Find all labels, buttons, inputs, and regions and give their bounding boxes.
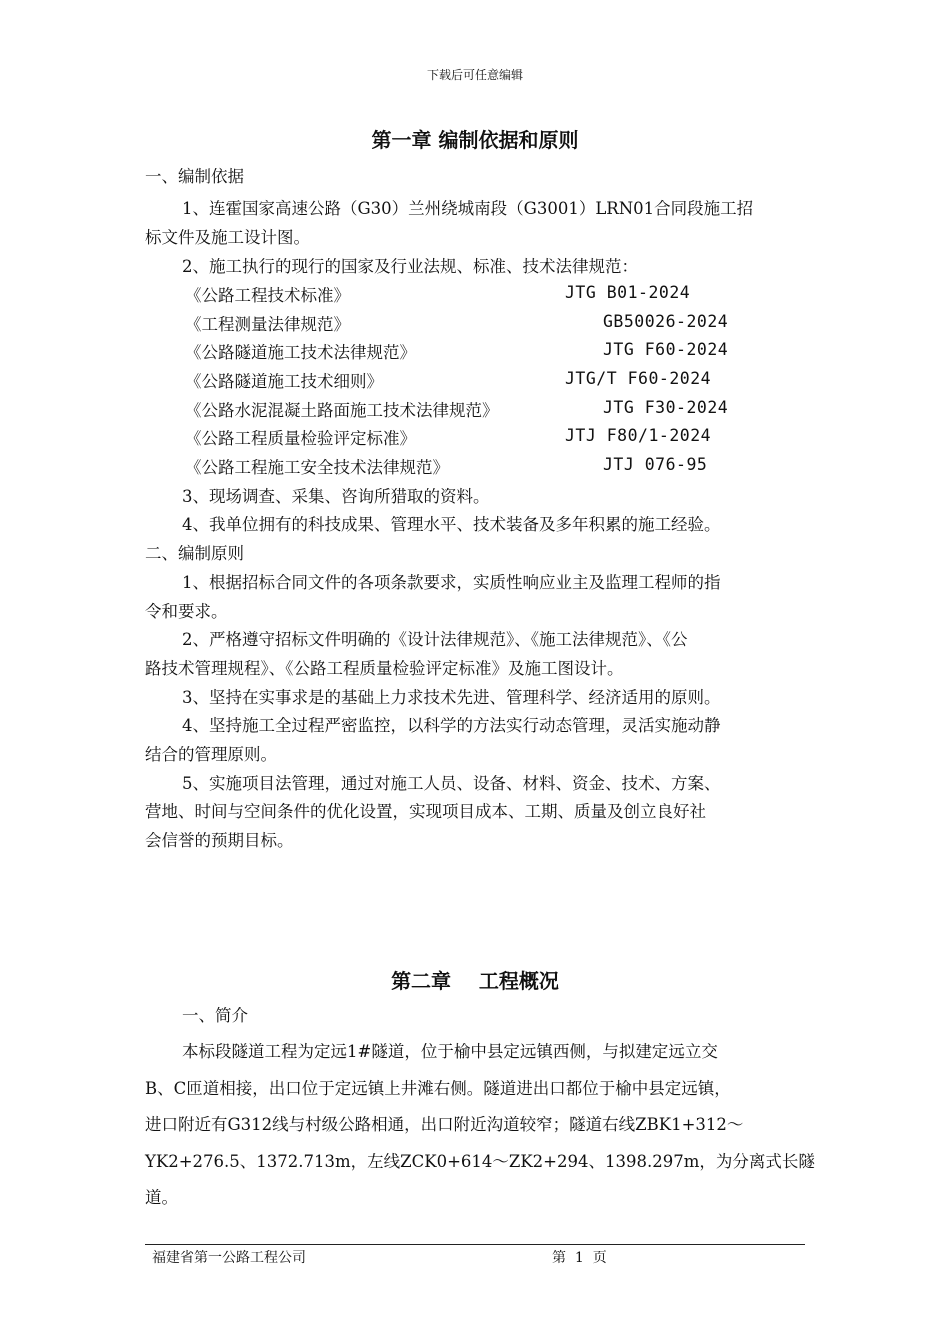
footer-divider	[145, 1244, 805, 1245]
paragraph-line: 3、现场调查、采集、咨询所猎取的资料。	[182, 487, 490, 506]
standard-name: 《公路隧道施工技术法律规范》	[185, 343, 416, 362]
footer-company: 福建省第一公路工程公司	[152, 1250, 306, 1266]
standard-name: 《公路隧道施工技术细则》	[185, 372, 383, 391]
paragraph-line: B、C匝道相接，出口位于定远镇上井滩右侧。隧道进出口都位于榆中县定远镇，	[145, 1079, 731, 1098]
standard-name: 《工程测量法律规范》	[185, 315, 350, 334]
paragraph-line: 标文件及施工设计图。	[145, 228, 310, 247]
paragraph-line: 营地、时间与空间条件的优化设置，实现项目成本、工期、质量及创立良好社	[145, 802, 706, 821]
header-note: 下载后可任意编辑	[426, 68, 523, 82]
standard-code: JTG B01-2024	[565, 283, 691, 302]
paragraph-line: 路技术管理规程》、《公路工程质量检验评定标准》及施工图设计。	[145, 659, 624, 678]
standard-name: 《公路水泥混凝土路面施工技术法律规范》	[185, 401, 499, 420]
chapter2-title: 第二章 工程概况	[391, 969, 559, 993]
standard-code: GB50026-2024	[603, 312, 729, 331]
standard-code: JTG/T F60-2024	[565, 369, 712, 388]
paragraph-line: 2、严格遵守招标文件明确的《设计法律规范》、《施工法律规范》、《公	[182, 630, 688, 649]
paragraph-line: 本标段隧道工程为定远1#隧道，位于榆中县定远镇西侧，与拟建定远立交	[182, 1042, 718, 1061]
paragraph-line: 3、坚持在实事求是的基础上力求技术先进、管理科学、经济适用的原则。	[182, 688, 721, 707]
paragraph-line: YK2+276.5、1372.713m，左线ZCK0+614～ZK2+294、1398.297m，为分离式长隧	[145, 1152, 815, 1171]
paragraph-line: 4、我单位拥有的科技成果、管理水平、技术装备及多年积累的施工经验。	[182, 515, 721, 534]
standard-code: JTG F30-2024	[603, 398, 729, 417]
paragraph-line: 会信誉的预期目标。	[145, 831, 294, 850]
standard-name: 《公路工程技术标准》	[185, 286, 350, 305]
section-heading: 二、编制原则	[145, 544, 244, 563]
chapter1-title: 第一章 编制依据和原则	[371, 128, 579, 152]
paragraph-line: 道。	[145, 1188, 178, 1207]
paragraph-line: 令和要求。	[145, 602, 228, 621]
paragraph-line: 4、坚持施工全过程严密监控，以科学的方法实行动态管理，灵活实施动静	[182, 716, 721, 735]
footer-page-number: 第 1 页	[552, 1250, 607, 1266]
paragraph-line: 结合的管理原则。	[145, 745, 277, 764]
standard-name: 《公路工程质量检验评定标准》	[185, 429, 416, 448]
paragraph-line: 1、连霍国家高速公路（G30）兰州绕城南段（G3001）LRN01合同段施工招	[182, 199, 754, 218]
paragraph-line: 进口附近有G312线与村级公路相通，出口附近沟道较窄；隧道右线ZBK1+312～	[145, 1115, 744, 1134]
standard-code: JTJ F80/1-2024	[565, 426, 712, 445]
paragraph-line: 1、根据招标合同文件的各项条款要求，实质性响应业主及监理工程师的指	[182, 573, 721, 592]
paragraph-line: 2、施工执行的现行的国家及行业法规、标准、技术法律规范：	[182, 257, 638, 276]
standard-name: 《公路工程施工安全技术法律规范》	[185, 458, 449, 477]
standard-code: JTJ 076-95	[603, 455, 708, 474]
paragraph-line: 5、实施项目法管理，通过对施工人员、设备、材料、资金、技术、方案、	[182, 774, 721, 793]
section-heading: 一、简介	[182, 1006, 248, 1025]
section-heading: 一、编制依据	[145, 167, 244, 186]
standard-code: JTG F60-2024	[603, 340, 729, 359]
